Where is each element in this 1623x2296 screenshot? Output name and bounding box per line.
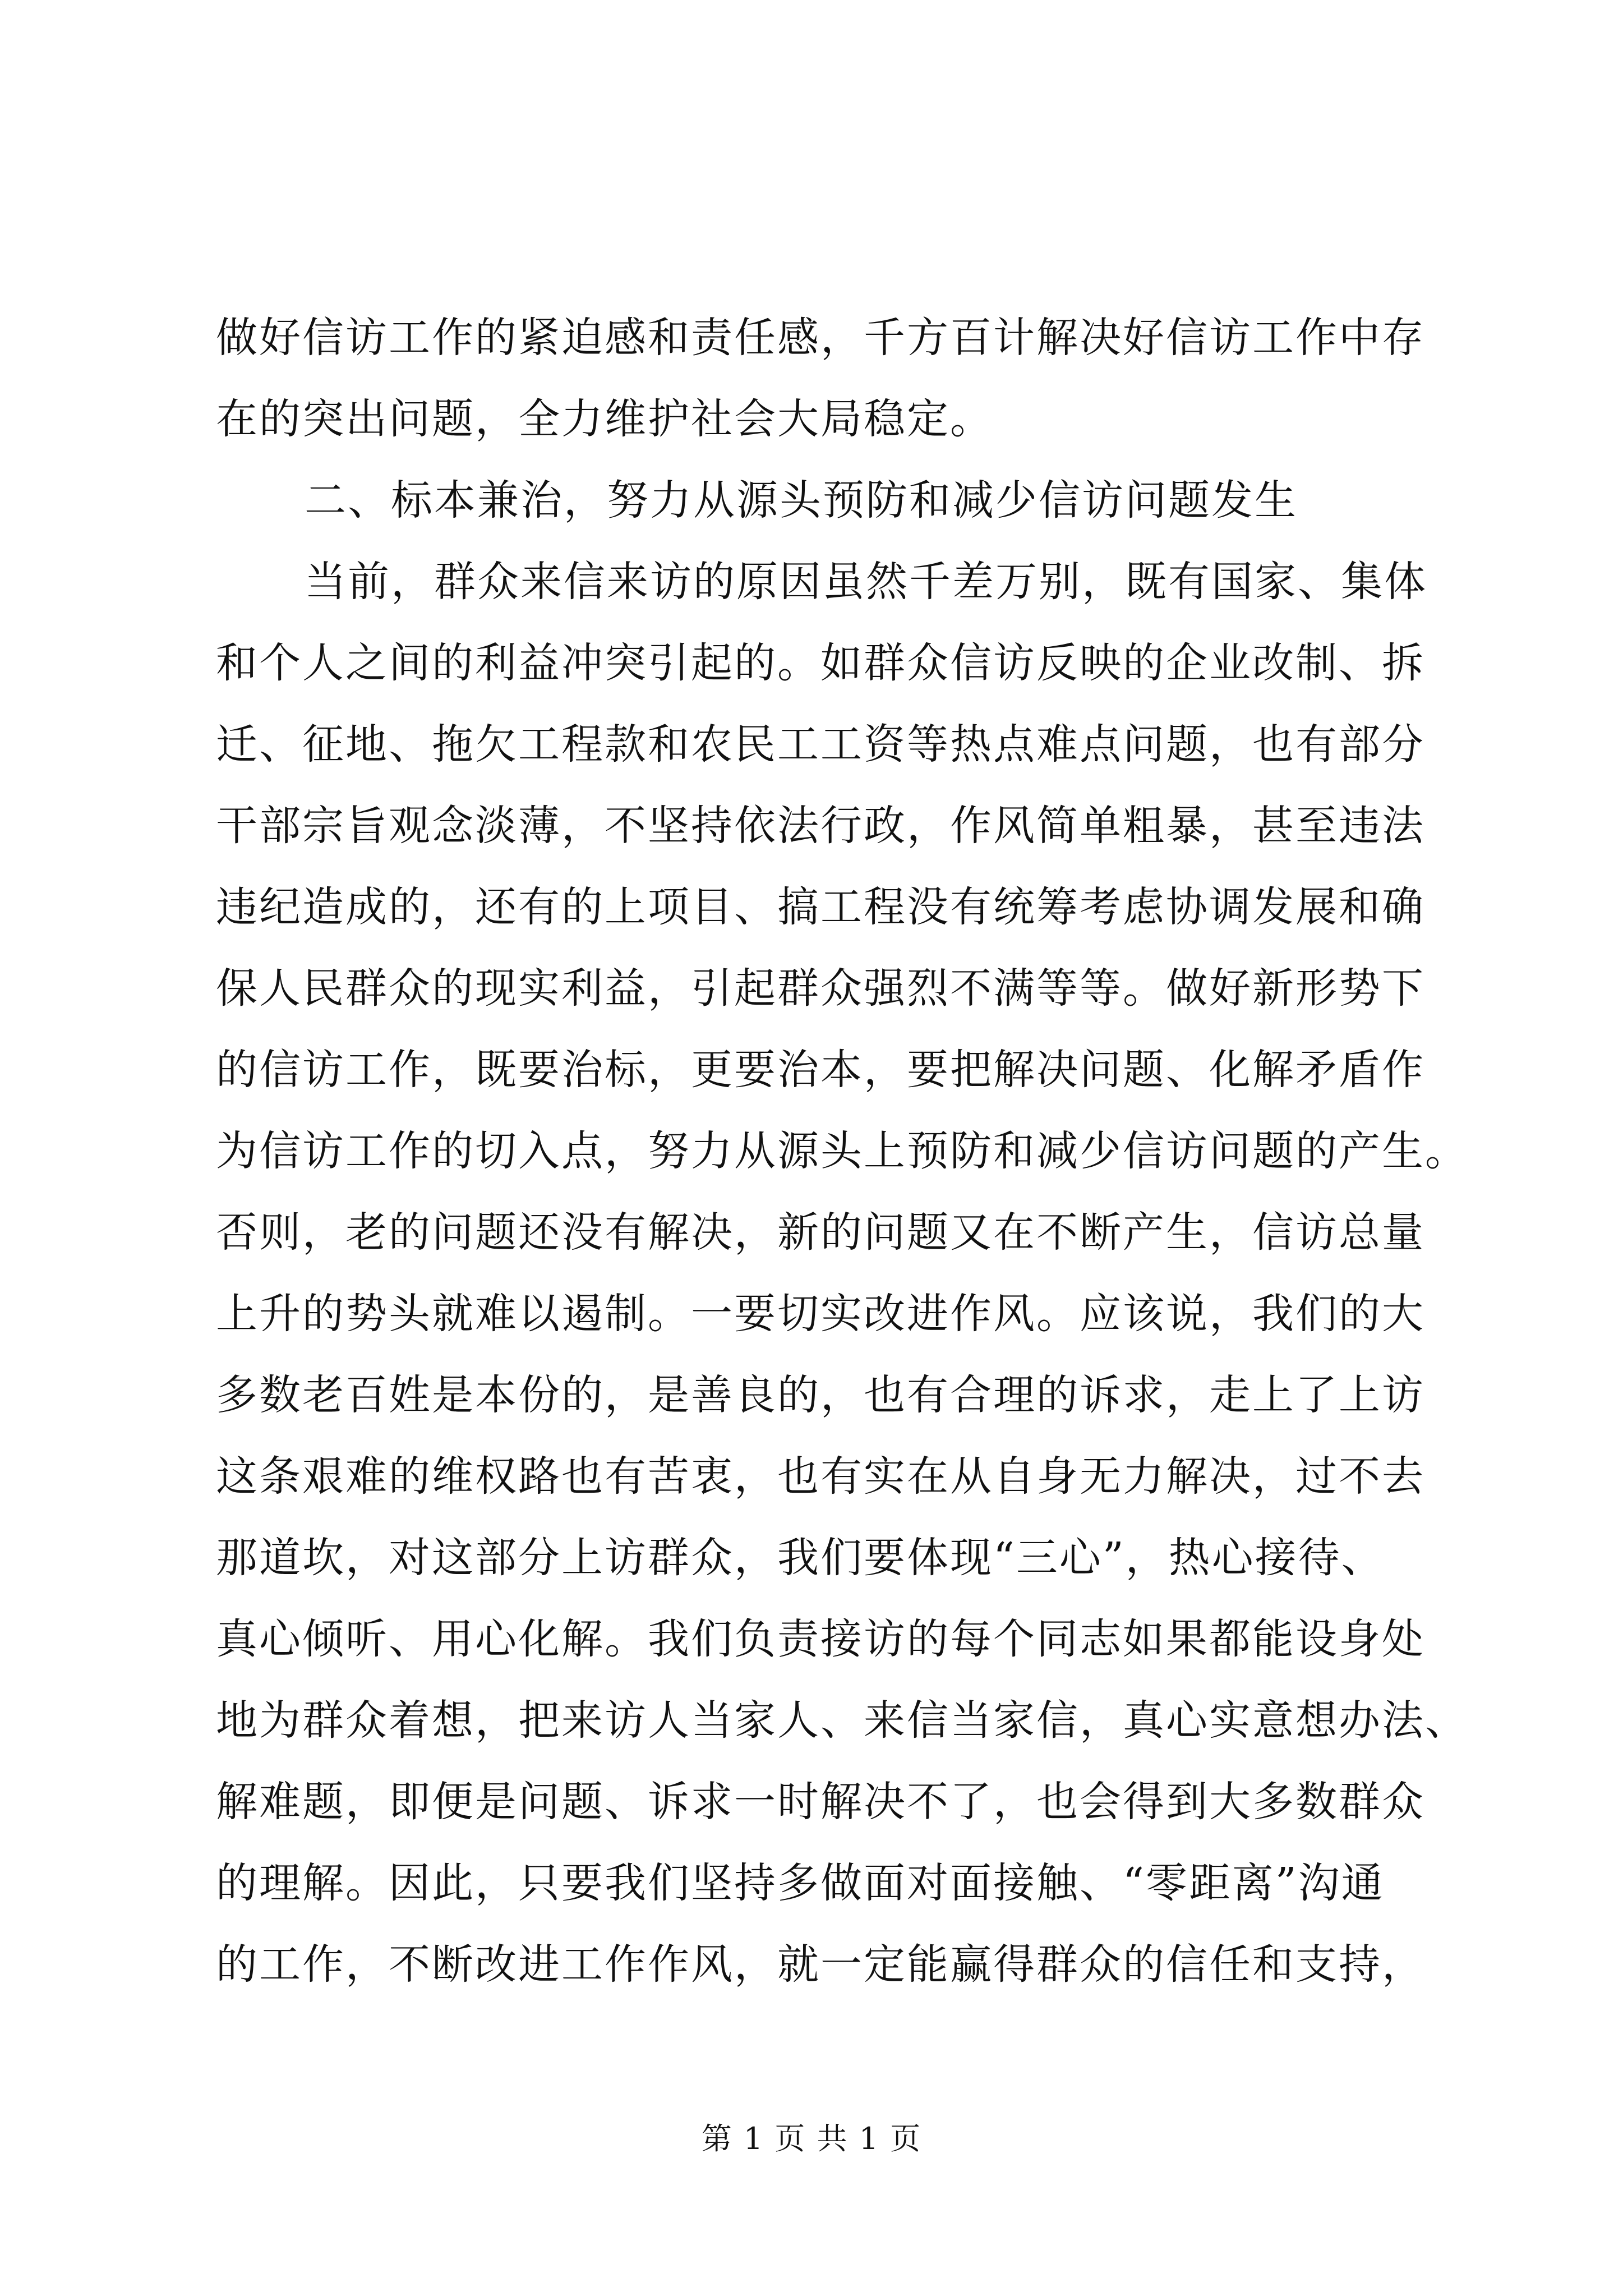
text-line: 迁、征地、拖欠工程款和农民工工资等热点难点问题，也有部分 [216, 720, 1425, 769]
body-text [216, 297, 1468, 2005]
text-line: 那道坎，对这部分上访群众，我们要体现“三心”，热心接待、 [216, 1534, 1385, 1582]
text-line: 二、标本兼治，努力从源头预防和减少信访问题发生 [305, 476, 1298, 524]
text-line: 和个人之间的利益冲突引起的。如群众信访反映的企业改制、拆 [216, 639, 1425, 687]
text-line: 的信访工作，既要治标，更要治本，要把解决问题、化解矛盾作 [216, 1046, 1425, 1094]
text-line: 上升的势头就难以遏制。一要切实改进作风。应该说，我们的大 [216, 1290, 1425, 1338]
text-line: 真心倾听、用心化解。我们负责接访的每个同志如果都能设身处 [216, 1615, 1425, 1663]
text-line: 当前，群众来信来访的原因虽然千差万别，既有国家、集体 [305, 558, 1427, 606]
page-footer: 第 1 页 共 1 页 [701, 2121, 922, 2156]
text-line: 解难题，即便是问题、诉求一时解决不了，也会得到大多数群众 [216, 1778, 1425, 1826]
text-line: 地为群众着想，把来访人当家人、来信当家信，真心实意想办法、 [216, 1696, 1468, 1745]
text-line: 在的突出问题，全力维护社会大局稳定。 [216, 395, 993, 443]
text-line: 做好信访工作的紧迫感和责任感，千方百计解决好信访工作中存 [216, 314, 1425, 362]
text-line: 的工作，不断改进工作作风，就一定能赢得群众的信任和支持， [216, 1940, 1425, 1989]
text-line: 这条艰难的维权路也有苦衷，也有实在从自身无力解决，过不去 [216, 1452, 1425, 1501]
text-line: 否则，老的问题还没有解决，新的问题又在不断产生，信访总量 [216, 1208, 1425, 1257]
text-line: 保人民群众的现实利益，引起群众强烈不满等等。做好新形势下 [216, 964, 1425, 1013]
text-line: 为信访工作的切入点，努力从源头上预防和减少信访问题的产生。 [216, 1127, 1468, 1175]
text-line: 违纪造成的，还有的上项目、搞工程没有统筹考虑协调发展和确 [216, 883, 1425, 931]
text-line: 干部宗旨观念淡薄，不坚持依法行政，作风简单粗暴，甚至违法 [216, 802, 1425, 850]
text-line: 多数老百姓是本份的，是善良的，也有合理的诉求，走上了上访 [216, 1371, 1425, 1419]
text-line: 的理解。因此，只要我们坚持多做面对面接触、“零距离”沟通 [216, 1859, 1385, 1907]
